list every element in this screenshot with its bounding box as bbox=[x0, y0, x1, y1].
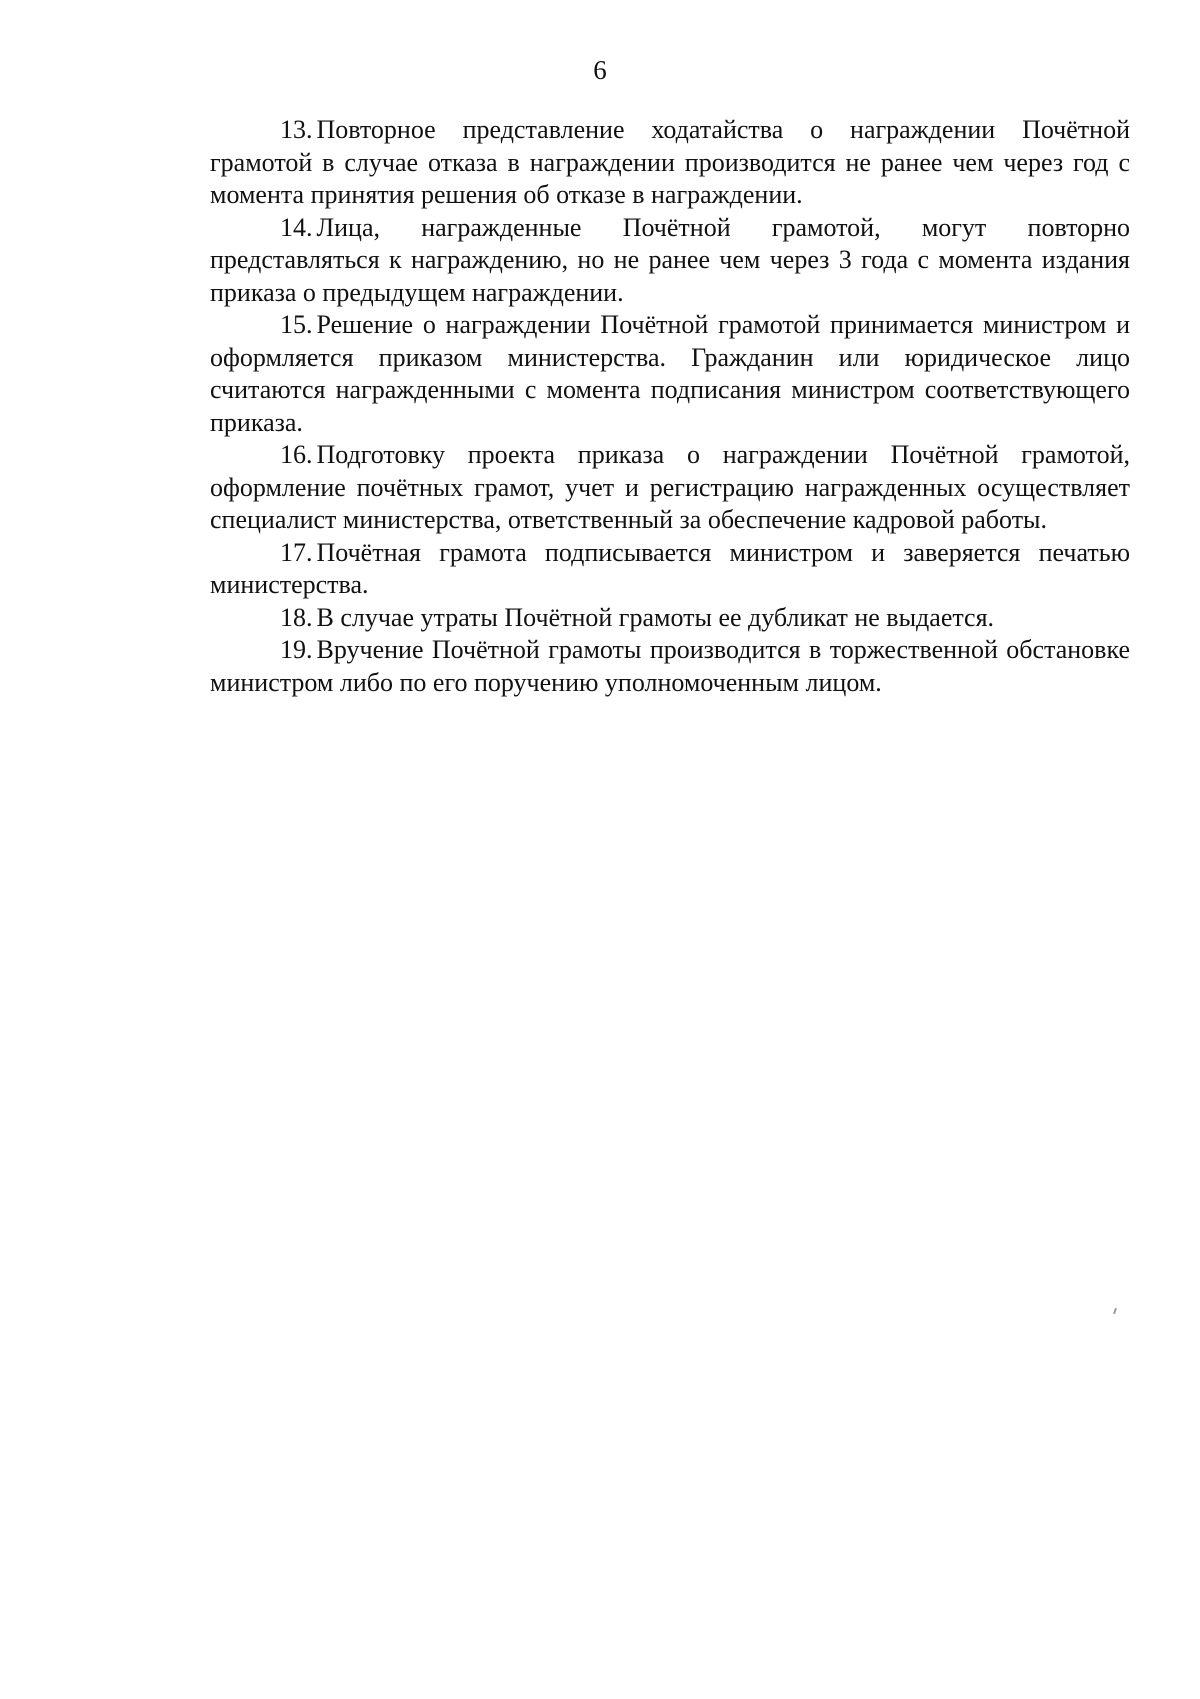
paragraph-text: Решение о награждении Почётной грамотой принимается министром и оформляется приказом министерства. Гражданин или юридическое лицо считаются награжденными с момента подписания министром соответствующего приказа. bbox=[210, 310, 1130, 437]
paragraph-number: 14. bbox=[280, 212, 313, 242]
page-number: 6 bbox=[593, 55, 607, 85]
paragraph-text: В случае утраты Почётной грамоты ее дубликат не выдается. bbox=[316, 602, 995, 632]
paragraph-15 bbox=[210, 309, 1130, 439]
paragraph-text: Повторное представление ходатайства о награждении Почётной грамотой в случае отказа в награждении производится не ранее чем через год с момента принятия решения об отказе в награждении. bbox=[210, 115, 1130, 209]
paragraph-number: 16. bbox=[280, 440, 313, 469]
document-body bbox=[210, 114, 1130, 699]
paragraph-text: Почётная грамота подписывается министром и заверяется печатью министерства. bbox=[210, 537, 1130, 599]
paragraph-14 bbox=[210, 212, 1130, 310]
paragraph-text: Вручение Почётной грамоты производится в торжественной обстановке министром либо по его поручению уполномоченным лицом. bbox=[210, 635, 1130, 697]
paragraph-number: 18. bbox=[280, 602, 313, 632]
paragraph-18 bbox=[210, 602, 1130, 635]
paragraph-number: 19. bbox=[280, 635, 313, 664]
paragraph-text: Лица, награжденные Почётной грамотой, могут повторно представляться к награждению, но не ранее чем через 3 года с момента издания приказа о предыдущем награждении. bbox=[210, 212, 1130, 307]
paragraph-17 bbox=[210, 537, 1130, 602]
paragraph-number: 15. bbox=[280, 310, 313, 339]
paragraph-13 bbox=[210, 114, 1130, 212]
paragraph-19 bbox=[210, 634, 1130, 699]
paragraph-number: 13. bbox=[280, 115, 313, 144]
paragraph-number: 17. bbox=[280, 537, 313, 567]
paragraph-16 bbox=[210, 439, 1130, 537]
paragraph-text: Подготовку проекта приказа о награждении Почётной грамотой, оформление почётных грамот, учет и регистрацию награжденных осуществляет специалист министерства, ответственный за обеспечение кадровой работы. bbox=[210, 440, 1130, 534]
scan-speck bbox=[1113, 1308, 1117, 1314]
